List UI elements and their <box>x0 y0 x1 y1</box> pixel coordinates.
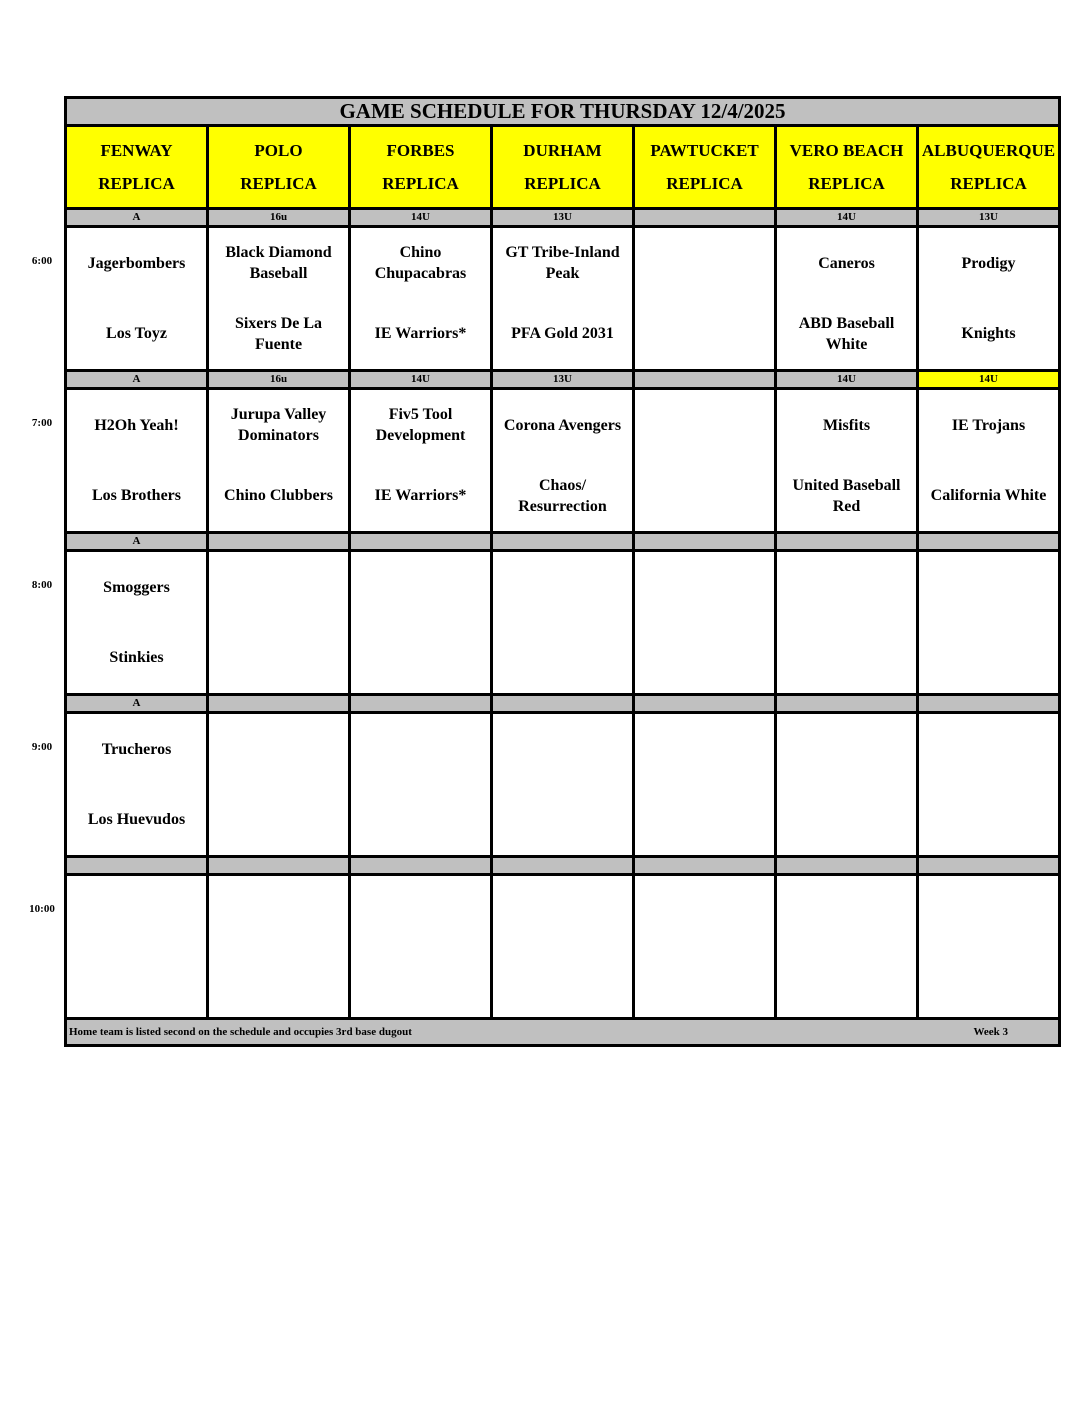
away-team <box>67 876 206 947</box>
home-team <box>493 785 632 856</box>
away-team: Caneros <box>818 254 875 272</box>
home-team <box>351 785 490 856</box>
game-row <box>66 551 1060 695</box>
away-team <box>209 714 348 785</box>
game-cell <box>66 875 208 1019</box>
home-team: Stinkies <box>109 649 164 667</box>
footer-cell <box>66 1019 1060 1046</box>
game-cell <box>492 875 634 1019</box>
time-label: 6:00 <box>31 254 53 267</box>
schedule-table <box>64 96 1061 1047</box>
home-team <box>635 947 774 1018</box>
away-team <box>919 552 1058 623</box>
away-team <box>209 876 348 947</box>
field-subtitle: REPLICA <box>382 174 459 193</box>
away-team <box>635 552 774 623</box>
field-name: POLO <box>254 141 303 160</box>
away-team <box>493 552 632 623</box>
division-label: 14U <box>776 209 918 227</box>
game-cell <box>634 389 776 533</box>
field-subtitle: REPLICA <box>524 174 601 193</box>
game-cell <box>492 389 634 533</box>
game-cell <box>776 389 918 533</box>
home-team <box>493 623 632 694</box>
field-header <box>208 126 350 209</box>
away-team <box>777 876 916 947</box>
game-cell <box>208 875 350 1019</box>
away-team <box>493 876 632 947</box>
home-team <box>209 785 348 856</box>
game-cell <box>492 551 634 695</box>
game-cell <box>918 551 1060 695</box>
division-label: 13U <box>918 209 1060 227</box>
division-label <box>350 533 492 551</box>
division-label: 13U <box>492 371 634 389</box>
game-cell <box>776 227 918 371</box>
home-team: IE Warriors* <box>374 325 467 343</box>
division-label <box>918 533 1060 551</box>
game-cell <box>208 551 350 695</box>
game-cell <box>66 227 208 371</box>
division-label <box>776 857 918 875</box>
division-label: A <box>66 533 208 551</box>
game-cell <box>918 713 1060 857</box>
home-team: California White <box>930 487 1047 505</box>
away-team <box>209 552 348 623</box>
division-label <box>634 371 776 389</box>
game-row <box>66 713 1060 857</box>
division-label <box>208 533 350 551</box>
field-header <box>634 126 776 209</box>
division-label <box>66 857 208 875</box>
home-team <box>777 623 916 694</box>
field-name: ALBUQUERQUE <box>921 141 1056 160</box>
away-team: H2Oh Yeah! <box>94 416 179 434</box>
division-label: 14U <box>776 371 918 389</box>
game-cell <box>634 551 776 695</box>
field-header <box>350 126 492 209</box>
game-cell <box>634 227 776 371</box>
time-slots <box>66 209 1060 1019</box>
game-cell <box>208 227 350 371</box>
division-label <box>634 533 776 551</box>
schedule-title: GAME SCHEDULE FOR THURSDAY 12/4/2025 <box>66 98 1060 126</box>
game-cell <box>634 875 776 1019</box>
home-team: Knights <box>961 325 1016 343</box>
away-team: Chino Chupacabras <box>374 244 467 283</box>
home-team: Los Brothers <box>91 487 182 505</box>
division-label <box>634 209 776 227</box>
home-team <box>209 623 348 694</box>
division-label <box>350 857 492 875</box>
home-team: Chaos/ Resurrection <box>518 476 607 515</box>
home-team: Chino Clubbers <box>224 487 333 505</box>
home-team <box>351 623 490 694</box>
away-team <box>635 390 774 461</box>
division-label <box>776 695 918 713</box>
field-subtitle: REPLICA <box>950 174 1027 193</box>
game-cell <box>492 713 634 857</box>
away-team <box>635 228 774 299</box>
division-label <box>492 857 634 875</box>
division-row <box>66 857 1060 875</box>
division-label <box>492 533 634 551</box>
game-cell <box>776 551 918 695</box>
division-label <box>634 857 776 875</box>
away-team <box>635 714 774 785</box>
field-name: VERO BEACH <box>789 141 904 160</box>
division-label: A <box>66 695 208 713</box>
field-name: FORBES <box>386 141 455 160</box>
home-team <box>919 947 1058 1018</box>
division-label: A <box>66 371 208 389</box>
division-label <box>918 857 1060 875</box>
away-team: IE Trojans <box>951 416 1026 434</box>
field-subtitle: REPLICA <box>666 174 743 193</box>
home-team <box>919 623 1058 694</box>
away-team <box>919 876 1058 947</box>
field-header-row <box>66 126 1060 209</box>
home-team: Sixers De La Fuente <box>234 314 323 353</box>
home-team <box>209 947 348 1018</box>
division-label <box>776 533 918 551</box>
game-cell <box>66 551 208 695</box>
game-cell <box>776 713 918 857</box>
division-label <box>208 695 350 713</box>
field-header <box>492 126 634 209</box>
game-cell <box>350 713 492 857</box>
home-team <box>351 947 490 1018</box>
division-label <box>492 695 634 713</box>
footer-row <box>66 1019 1060 1046</box>
game-cell <box>492 227 634 371</box>
field-name: FENWAY <box>100 141 173 160</box>
away-team <box>493 714 632 785</box>
away-team: Smoggers <box>103 578 170 596</box>
division-label: 16u <box>208 209 350 227</box>
game-row <box>66 227 1060 371</box>
away-team <box>351 714 490 785</box>
away-team: Misfits <box>822 416 871 434</box>
away-team: Fiv5 Tool Development <box>375 406 466 445</box>
home-team <box>635 623 774 694</box>
game-cell <box>918 227 1060 371</box>
division-row <box>66 695 1060 713</box>
away-team: Jurupa Valley Dominators <box>230 406 327 445</box>
game-row <box>66 875 1060 1019</box>
division-label <box>208 857 350 875</box>
field-subtitle: REPLICA <box>808 174 885 193</box>
game-cell <box>350 875 492 1019</box>
home-team <box>777 947 916 1018</box>
time-label: 10:00 <box>29 902 55 915</box>
division-label: 14U <box>918 371 1060 389</box>
game-cell <box>350 389 492 533</box>
division-label: 13U <box>492 209 634 227</box>
field-subtitle: REPLICA <box>240 174 317 193</box>
field-name: PAWTUCKET <box>650 141 759 160</box>
away-team: Prodigy <box>961 254 1016 272</box>
home-team: IE Warriors* <box>374 487 467 505</box>
game-cell <box>634 713 776 857</box>
field-subtitle: REPLICA <box>98 174 175 193</box>
home-team: ABD Baseball White <box>798 314 895 353</box>
away-team: Black Diamond Baseball <box>225 244 332 283</box>
division-label: 14U <box>350 371 492 389</box>
home-team: Los Toyz <box>106 325 167 343</box>
game-cell <box>208 713 350 857</box>
week-label: Week 3 <box>973 1026 1008 1038</box>
home-team <box>493 947 632 1018</box>
home-team: PFA Gold 2031 <box>511 325 614 343</box>
game-cell <box>918 875 1060 1019</box>
home-team <box>67 947 206 1018</box>
division-label <box>634 695 776 713</box>
division-label <box>350 695 492 713</box>
away-team <box>351 552 490 623</box>
away-team <box>635 876 774 947</box>
home-team <box>777 785 916 856</box>
game-row <box>66 389 1060 533</box>
away-team <box>351 876 490 947</box>
game-cell <box>918 389 1060 533</box>
field-header <box>918 126 1060 209</box>
footer-note: Home team is listed second on the schedule and occupies 3rd base dugout <box>69 1026 412 1038</box>
time-label: 9:00 <box>31 740 53 753</box>
away-team <box>777 714 916 785</box>
game-cell <box>350 227 492 371</box>
away-team: Jagerbombers <box>87 254 186 272</box>
division-row <box>66 371 1060 389</box>
time-label: 8:00 <box>31 578 53 591</box>
division-row <box>66 209 1060 227</box>
division-label: 14U <box>350 209 492 227</box>
title-row <box>66 98 1060 126</box>
division-label: 16u <box>208 371 350 389</box>
field-header <box>776 126 918 209</box>
home-team <box>635 461 774 532</box>
away-team <box>919 714 1058 785</box>
game-cell <box>350 551 492 695</box>
game-cell <box>208 389 350 533</box>
division-label: A <box>66 209 208 227</box>
home-team <box>919 785 1058 856</box>
home-team: United Baseball Red <box>792 476 901 515</box>
game-cell <box>66 713 208 857</box>
game-cell <box>776 875 918 1019</box>
home-team: Los Huevudos <box>87 811 186 829</box>
division-label <box>918 695 1060 713</box>
home-team <box>635 785 774 856</box>
away-team: Trucheros <box>101 740 172 758</box>
away-team <box>777 552 916 623</box>
field-name: DURHAM <box>523 141 602 160</box>
division-row <box>66 533 1060 551</box>
field-header <box>66 126 208 209</box>
game-cell <box>66 389 208 533</box>
away-team: Corona Avengers <box>503 416 622 434</box>
away-team: GT Tribe-Inland Peak <box>505 244 620 283</box>
time-label: 7:00 <box>31 416 53 429</box>
home-team <box>635 299 774 370</box>
